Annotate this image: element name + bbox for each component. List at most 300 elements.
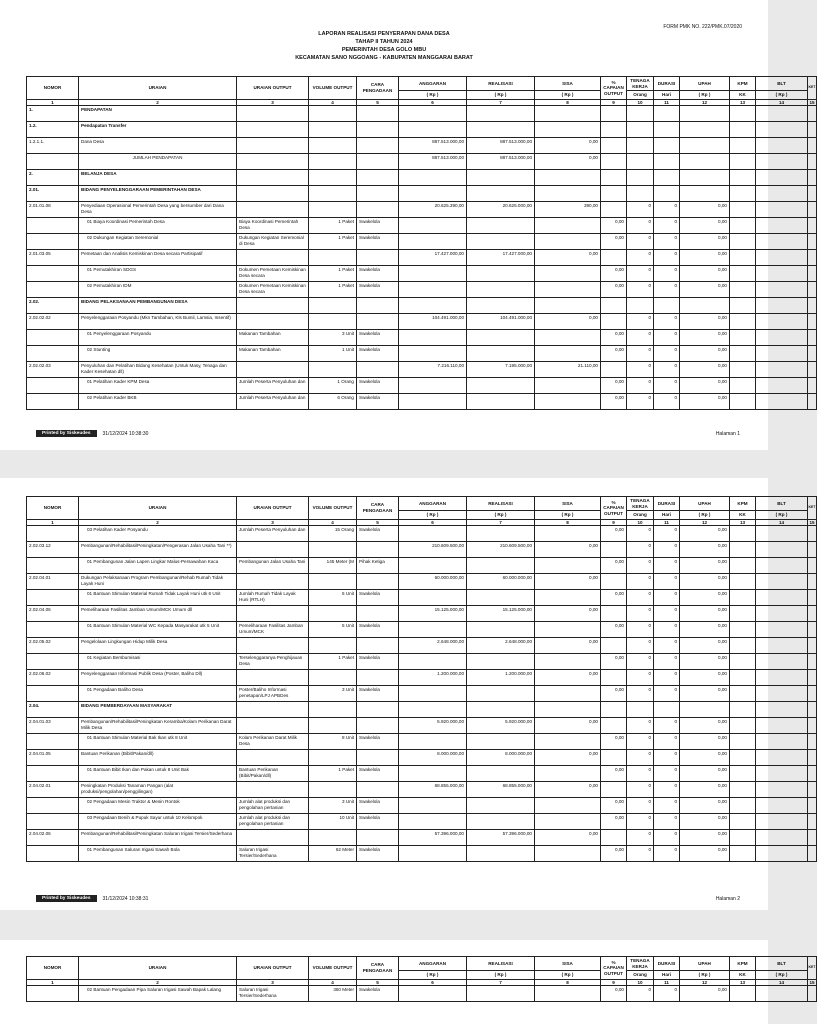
cell-volume — [309, 606, 357, 622]
cell-blt — [756, 526, 808, 542]
cell-durasi: 0 — [654, 282, 680, 298]
cell-uraian-output — [237, 750, 309, 766]
cell-tenaga-kerja: 0 — [627, 394, 654, 410]
cell-sisa: 0,00 — [535, 750, 601, 766]
cell-anggaran — [399, 186, 467, 202]
cell-realisasi — [467, 346, 535, 362]
cell-uraian: PENDAPATAN — [79, 106, 237, 122]
cell-cara: Swakelola — [357, 734, 399, 750]
cell-realisasi — [467, 798, 535, 814]
col-upah: UPAH — [680, 957, 730, 971]
cell-tenaga-kerja: 0 — [627, 798, 654, 814]
cell-volume — [309, 702, 357, 718]
col-tenaga: TENAGA KERJA — [627, 957, 654, 971]
cell-kpm — [730, 574, 756, 590]
cell-volume — [309, 670, 357, 686]
cell-ket — [808, 702, 817, 718]
cell-volume: 1 Paket — [309, 766, 357, 782]
cell-capaian: 0,00 — [601, 986, 627, 1002]
cell-kpm — [730, 250, 756, 266]
col-nomor: NOMOR — [27, 497, 79, 520]
cell-durasi: 0 — [654, 314, 680, 330]
cell-ket — [808, 734, 817, 750]
table-row — [27, 590, 817, 606]
cell-sisa — [535, 266, 601, 282]
report-table — [26, 76, 817, 410]
cell-blt — [756, 218, 808, 234]
cell-ket — [808, 346, 817, 362]
cell-sisa — [535, 798, 601, 814]
cell-volume: 1 Paket — [309, 282, 357, 298]
cell-anggaran — [399, 846, 467, 862]
cell-kpm — [730, 846, 756, 862]
cell-kpm — [730, 378, 756, 394]
cell-anggaran: 210.609.500,00 — [399, 542, 467, 558]
cell-uraian: Bantuan Perikanan (Bibit/Pakan/dll) — [79, 750, 237, 766]
cell-cara — [357, 670, 399, 686]
cell-sisa: 0,00 — [535, 542, 601, 558]
cell-upah: 0,00 — [680, 346, 730, 362]
cell-uraian-output: Saluran Irigasi Tersier/Sederhana — [237, 986, 309, 1002]
cell-cara: Pihak Ketiga — [357, 558, 399, 574]
cell-tenaga-kerja: 0 — [627, 558, 654, 574]
table-row — [27, 622, 817, 638]
cell-uraian-output: Saluran Irigasi Tersier/Sederhana — [237, 846, 309, 862]
unit-orang: Orang — [627, 971, 654, 980]
cell-kpm — [730, 590, 756, 606]
unit-rp: ( Rp ) — [399, 91, 467, 100]
cell-uraian-output: Jumlah alat produksi dan pengolahan pertanian — [237, 814, 309, 830]
cell-nomor — [27, 846, 79, 862]
cell-durasi: 0 — [654, 218, 680, 234]
report-page-1 — [0, 0, 816, 450]
cell-uraian: 03 Pelatihan Kader Posyandu — [79, 526, 237, 542]
column-number: 8 — [535, 979, 601, 986]
cell-sisa — [535, 346, 601, 362]
cell-uraian: 01 Kegiatan Bersbumisasi — [79, 654, 237, 670]
cell-sisa — [535, 622, 601, 638]
table-row — [27, 170, 817, 186]
cell-uraian-output — [237, 314, 309, 330]
cell-nomor — [27, 266, 79, 282]
cell-ket — [808, 782, 817, 798]
cell-uraian-output — [237, 830, 309, 846]
cell-ket — [808, 122, 817, 138]
cell-anggaran — [399, 218, 467, 234]
cell-tenaga-kerja: 0 — [627, 638, 654, 654]
col-nomor: NOMOR — [27, 77, 79, 100]
cell-cara — [357, 718, 399, 734]
cell-capaian — [601, 122, 627, 138]
cell-upah: 0,00 — [680, 654, 730, 670]
form-code: FORM PMK NO. 222/PMK.07/2020 — [663, 24, 742, 30]
cell-uraian-output: Biaya Koordinasi Pemerintah Desa — [237, 218, 309, 234]
cell-volume: 145 Meter (M — [309, 558, 357, 574]
cell-realisasi — [467, 186, 535, 202]
cell-sisa: 0,00 — [535, 138, 601, 154]
cell-uraian-output — [237, 542, 309, 558]
cell-nomor — [27, 394, 79, 410]
cell-tenaga-kerja: 0 — [627, 590, 654, 606]
cell-durasi: 0 — [654, 846, 680, 862]
column-number: 2 — [79, 979, 237, 986]
unit-rp: ( Rp ) — [467, 511, 535, 520]
cell-ket — [808, 750, 817, 766]
cell-volume — [309, 170, 357, 186]
cell-uraian-output — [237, 202, 309, 218]
cell-capaian — [601, 638, 627, 654]
cell-upah: 0,00 — [680, 670, 730, 686]
cell-upah: 0,00 — [680, 250, 730, 266]
cell-capaian: 0,00 — [601, 526, 627, 542]
cell-kpm — [730, 830, 756, 846]
cell-tenaga-kerja: 0 — [627, 218, 654, 234]
cell-kpm — [730, 154, 756, 170]
cell-uraian: Peningkatan Produksi Tanaman Pangan (alat produksi/pengolahan/penggilingan) — [79, 782, 237, 798]
cell-sisa: 0,00 — [535, 670, 601, 686]
col-uraian: URAIAN — [79, 497, 237, 520]
cell-uraian-output: Jumlah Peserta Penyuluhan dan — [237, 526, 309, 542]
cell-realisasi — [467, 734, 535, 750]
cell-durasi: 0 — [654, 394, 680, 410]
cell-uraian-output — [237, 106, 309, 122]
cell-kpm — [730, 814, 756, 830]
cell-sisa — [535, 734, 601, 750]
column-number: 5 — [357, 99, 399, 106]
cell-tenaga-kerja: 0 — [627, 362, 654, 378]
cell-tenaga-kerja: 0 — [627, 314, 654, 330]
col-sisa: SISA — [535, 957, 601, 971]
cell-cara — [357, 186, 399, 202]
col-durasi: DURASI — [654, 77, 680, 91]
unit-kk: KK — [730, 971, 756, 980]
cell-volume — [309, 122, 357, 138]
unit-rp: ( Rp ) — [756, 971, 808, 980]
cell-nomor — [27, 378, 79, 394]
cell-upah: 0,00 — [680, 218, 730, 234]
cell-uraian: Pembangunan/Rehabilitasi/Peningkatan/Pengerasan Jalan Usaha Tani **) — [79, 542, 237, 558]
cell-realisasi — [467, 298, 535, 314]
cell-blt — [756, 670, 808, 686]
cell-tenaga-kerja: 0 — [627, 846, 654, 862]
cell-upah: 0,00 — [680, 846, 730, 862]
cell-uraian-output — [237, 606, 309, 622]
cell-uraian: Dukungan Pelaksanaan Program Pembangunan/Rehab Rumah Tidak Layak Huni — [79, 574, 237, 590]
cell-ket — [808, 154, 817, 170]
cell-uraian-output — [237, 782, 309, 798]
column-number: 4 — [309, 979, 357, 986]
column-number: 4 — [309, 99, 357, 106]
cell-uraian: Penyelenggaraan Informasi Publik Desa (Poster, Baliho Dll) — [79, 670, 237, 686]
title-line-4: KECAMATAN SANO NGGOANG - KABUPATEN MANGGARAI BARAT — [295, 55, 473, 61]
cell-uraian-output — [237, 574, 309, 590]
cell-nomor: 2.04.02.01 — [27, 782, 79, 798]
cell-blt — [756, 702, 808, 718]
col-blt: BLT — [756, 77, 808, 91]
cell-cara: Swakelola — [357, 266, 399, 282]
title-line-1: LAPORAN REALISASI PENYERAPAN DANA DESA — [318, 31, 450, 37]
cell-volume — [309, 362, 357, 378]
cell-uraian: Pemeliharaan Fasilitas Jamban Umum/MCK Umum dll — [79, 606, 237, 622]
cell-nomor — [27, 798, 79, 814]
table-row — [27, 846, 817, 862]
column-number-row — [27, 99, 817, 106]
cell-durasi: 0 — [654, 202, 680, 218]
cell-ket — [808, 106, 817, 122]
cell-kpm — [730, 798, 756, 814]
cell-cara — [357, 138, 399, 154]
col-volume: VOLUME OUTPUT — [309, 497, 357, 520]
cell-durasi: 0 — [654, 814, 680, 830]
cell-anggaran — [399, 394, 467, 410]
cell-nomor — [27, 686, 79, 702]
cell-realisasi: 887.513.000,00 — [467, 154, 535, 170]
cell-anggaran — [399, 590, 467, 606]
cell-realisasi — [467, 266, 535, 282]
cell-blt — [756, 250, 808, 266]
cell-anggaran: 68.855.000,00 — [399, 782, 467, 798]
cell-blt — [756, 734, 808, 750]
cell-realisasi: 104.491.000,00 — [467, 314, 535, 330]
cell-cara — [357, 202, 399, 218]
cell-upah: 0,00 — [680, 526, 730, 542]
cell-volume: 6 Unit — [309, 590, 357, 606]
cell-realisasi: 5.920.000,00 — [467, 718, 535, 734]
column-number: 13 — [730, 519, 756, 526]
cell-volume — [309, 782, 357, 798]
cell-anggaran — [399, 766, 467, 782]
cell-blt — [756, 154, 808, 170]
cell-anggaran: 2.648.000,00 — [399, 638, 467, 654]
column-number-row — [27, 979, 817, 986]
table-row — [27, 266, 817, 282]
col-realisasi: REALISASI — [467, 957, 535, 971]
unit-rp: ( Rp ) — [535, 971, 601, 980]
cell-anggaran: 57.396.000,00 — [399, 830, 467, 846]
cell-anggaran — [399, 798, 467, 814]
cell-nomor: 2.04.01.05 — [27, 750, 79, 766]
cell-realisasi — [467, 378, 535, 394]
cell-sisa: 0,00 — [535, 718, 601, 734]
table-row — [27, 106, 817, 122]
cell-uraian-output — [237, 250, 309, 266]
cell-upah: 0,00 — [680, 686, 730, 702]
cell-cara — [357, 638, 399, 654]
cell-uraian-output — [237, 154, 309, 170]
cell-durasi: 0 — [654, 234, 680, 250]
cell-uraian: Penyediaan Operasional Pemerintah Desa yang bersumber dari Dana Desa — [79, 202, 237, 218]
col-blt: BLT — [756, 957, 808, 971]
unit-rp: ( Rp ) — [399, 511, 467, 520]
cell-cara: Swakelola — [357, 986, 399, 1002]
cell-capaian — [601, 186, 627, 202]
cell-kpm — [730, 394, 756, 410]
cell-volume — [309, 574, 357, 590]
column-number: 3 — [237, 519, 309, 526]
cell-upah: 0,00 — [680, 750, 730, 766]
cell-sisa — [535, 654, 601, 670]
table-row — [27, 574, 817, 590]
table-row — [27, 154, 817, 170]
page-gap — [0, 910, 768, 940]
cell-anggaran: 104.491.000,00 — [399, 314, 467, 330]
cell-capaian — [601, 574, 627, 590]
cell-uraian: JUMLAH PENDAPATAN — [79, 154, 237, 170]
cell-cara — [357, 170, 399, 186]
cell-cara — [357, 830, 399, 846]
cell-upah: 0,00 — [680, 266, 730, 282]
cell-volume — [309, 314, 357, 330]
cell-durasi — [654, 154, 680, 170]
cell-sisa — [535, 846, 601, 862]
cell-uraian-output: Pembangunan Jalan Usaha Tani — [237, 558, 309, 574]
cell-sisa — [535, 526, 601, 542]
cell-anggaran — [399, 170, 467, 186]
cell-blt — [756, 122, 808, 138]
cell-capaian — [601, 314, 627, 330]
column-number: 11 — [654, 519, 680, 526]
cell-durasi: 0 — [654, 734, 680, 750]
cell-realisasi — [467, 622, 535, 638]
cell-uraian: BIDANG PEMBERDAYAAN MASYARAKAT — [79, 702, 237, 718]
cell-tenaga-kerja: 0 — [627, 734, 654, 750]
cell-blt — [756, 846, 808, 862]
cell-uraian-output: Dokumen Pemetaan Kemiskinan Desa secara — [237, 266, 309, 282]
cell-tenaga-kerja: 0 — [627, 202, 654, 218]
cell-blt — [756, 202, 808, 218]
cell-realisasi: 8.000.000,00 — [467, 750, 535, 766]
cell-ket — [808, 830, 817, 846]
cell-blt — [756, 170, 808, 186]
col-cara: CARA PENGADAAN — [357, 957, 399, 980]
cell-realisasi: 68.855.000,00 — [467, 782, 535, 798]
cell-ket — [808, 298, 817, 314]
cell-capaian: 0,00 — [601, 734, 627, 750]
cell-blt — [756, 346, 808, 362]
cell-blt — [756, 542, 808, 558]
cell-realisasi — [467, 558, 535, 574]
cell-capaian: 0,00 — [601, 218, 627, 234]
cell-volume: 15 Orang — [309, 526, 357, 542]
cell-durasi: 0 — [654, 750, 680, 766]
cell-cara: Swakelola — [357, 346, 399, 362]
cell-uraian-output: Jumlah Peserta Penyuluhan dan — [237, 394, 309, 410]
cell-realisasi — [467, 234, 535, 250]
cell-upah: 0,00 — [680, 202, 730, 218]
cell-upah — [680, 702, 730, 718]
cell-anggaran — [399, 622, 467, 638]
cell-ket — [808, 394, 817, 410]
cell-uraian-output: Pemeliharaan Fasilitas Jamban Umum/MCK — [237, 622, 309, 638]
cell-tenaga-kerja — [627, 106, 654, 122]
cell-anggaran — [399, 654, 467, 670]
cell-capaian — [601, 782, 627, 798]
cell-upah: 0,00 — [680, 378, 730, 394]
cell-sisa — [535, 394, 601, 410]
cell-blt — [756, 814, 808, 830]
cell-volume: 1 Paket — [309, 266, 357, 282]
cell-sisa — [535, 170, 601, 186]
cell-kpm — [730, 606, 756, 622]
cell-blt — [756, 314, 808, 330]
cell-ket — [808, 654, 817, 670]
cell-volume: 8 Unit — [309, 734, 357, 750]
cell-cara: Swakelola — [357, 378, 399, 394]
cell-durasi: 0 — [654, 542, 680, 558]
cell-ket — [808, 186, 817, 202]
cell-blt — [756, 106, 808, 122]
cell-tenaga-kerja: 0 — [627, 622, 654, 638]
table-row — [27, 798, 817, 814]
cell-realisasi: 57.396.000,00 — [467, 830, 535, 846]
cell-upah: 0,00 — [680, 734, 730, 750]
cell-kpm — [730, 314, 756, 330]
unit-hari: Hari — [654, 971, 680, 980]
cell-volume: 1 Orang — [309, 378, 357, 394]
cell-capaian: 0,00 — [601, 394, 627, 410]
cell-upah: 0,00 — [680, 282, 730, 298]
cell-durasi: 0 — [654, 622, 680, 638]
table-row — [27, 526, 817, 542]
cell-realisasi — [467, 282, 535, 298]
cell-upah: 0,00 — [680, 590, 730, 606]
cell-upah — [680, 122, 730, 138]
cell-volume: 3 Unit — [309, 798, 357, 814]
cell-sisa — [535, 234, 601, 250]
cell-blt — [756, 638, 808, 654]
column-number: 5 — [357, 979, 399, 986]
column-number: 10 — [627, 979, 654, 986]
cell-tenaga-kerja — [627, 154, 654, 170]
cell-uraian: Pemetaan dan Analisis Kemiskinan Desa secara Partisipatif — [79, 250, 237, 266]
cell-cara: Swakelola — [357, 686, 399, 702]
cell-nomor: 2.04.02.06 — [27, 830, 79, 846]
report-page-3 — [0, 940, 816, 1024]
col-sisa: SISA — [535, 497, 601, 511]
column-number: 3 — [237, 99, 309, 106]
unit-rp: ( Rp ) — [680, 511, 730, 520]
cell-nomor: 2.02.04.01 — [27, 574, 79, 590]
cell-cara — [357, 122, 399, 138]
unit-rp: ( Rp ) — [756, 511, 808, 520]
cell-kpm — [730, 622, 756, 638]
cell-cara — [357, 782, 399, 798]
column-number: 2 — [79, 99, 237, 106]
cell-uraian-output — [237, 170, 309, 186]
cell-durasi: 0 — [654, 362, 680, 378]
cell-uraian-output — [237, 186, 309, 202]
column-number: 15 — [809, 519, 815, 525]
cell-upah: 0,00 — [680, 986, 730, 1002]
unit-rp: ( Rp ) — [535, 91, 601, 100]
cell-capaian: 0,00 — [601, 766, 627, 782]
cell-ket — [808, 574, 817, 590]
cell-anggaran: 8.000.000,00 — [399, 750, 467, 766]
cell-realisasi: 887.513.000,00 — [467, 138, 535, 154]
cell-anggaran — [399, 234, 467, 250]
col-capaian: % CAPAIAN OUTPUT — [601, 77, 627, 100]
table-row — [27, 558, 817, 574]
cell-cara — [357, 106, 399, 122]
report-page-2 — [0, 478, 816, 910]
cell-realisasi — [467, 170, 535, 186]
cell-capaian — [601, 830, 627, 846]
cell-sisa — [535, 986, 601, 1002]
header-row — [27, 497, 817, 511]
cell-uraian-output — [237, 122, 309, 138]
cell-volume — [309, 298, 357, 314]
cell-anggaran: 17.427.000,00 — [399, 250, 467, 266]
